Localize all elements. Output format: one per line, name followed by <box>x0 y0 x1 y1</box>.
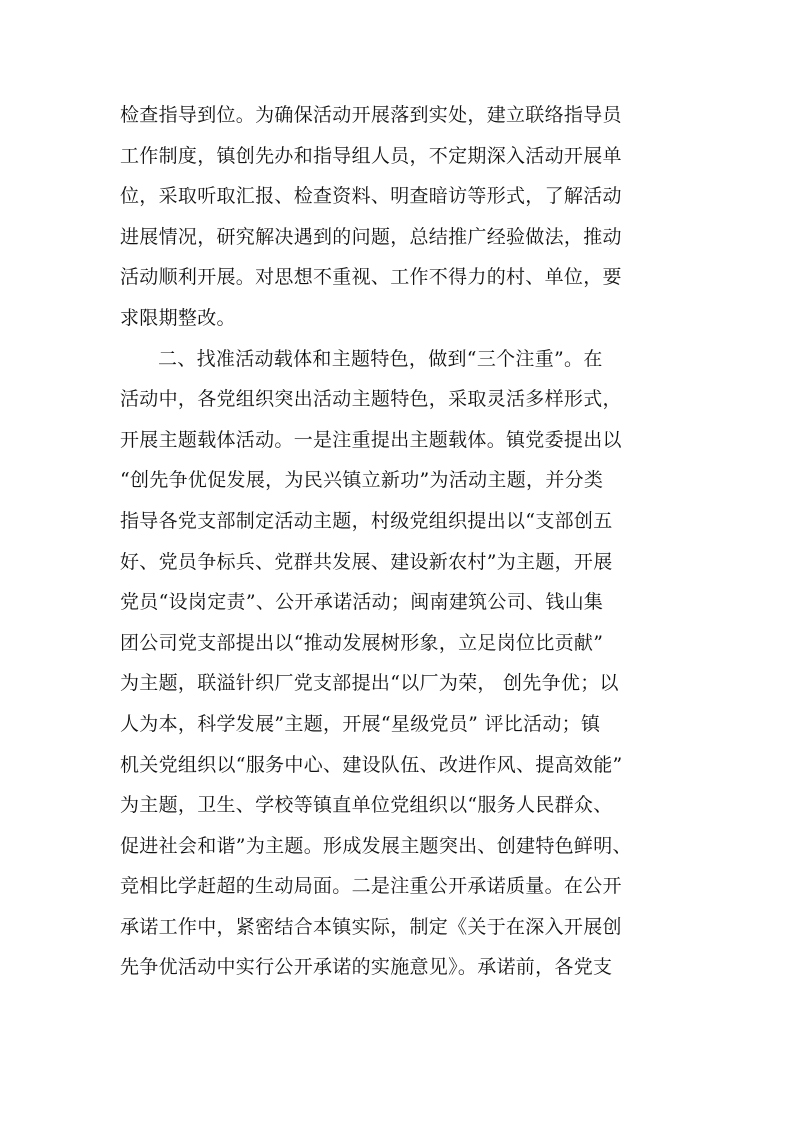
text-line: 指导各党支部制定活动主题，村级党组织提出以“支部创五 <box>120 509 613 532</box>
text-line: 活动中，各党组织突出活动主题特色，采取灵活多样形式， <box>120 388 622 411</box>
body-text <box>120 95 680 988</box>
text-line: 承诺工作中，紧密结合本镇实际，制定《关于在深入开展创 <box>120 915 622 938</box>
text-line: 人为本，科学发展”主题，开展“星级党员” 评比活动；镇 <box>120 712 601 735</box>
text-line: 好、党员争标兵、党群共发展、建设新农村”为主题，开展 <box>120 550 613 573</box>
text-line: 工作制度，镇创先办和指导组人员，不定期深入活动开展单 <box>120 144 622 167</box>
text-line: 促进社会和谐”为主题。形成发展主题突出、创建特色鲜明、 <box>120 834 632 857</box>
text-line: 竞相比学赶超的生动局面。二是注重公开承诺质量。在公开 <box>120 875 622 898</box>
text-line: 为主题，卫生、学校等镇直单位党组织以“服务人民群众、 <box>120 794 613 817</box>
text-line: 活动顺利开展。对思想不重视、工作不得力的村、单位，要 <box>120 266 622 289</box>
text-line: “创先争优促发展，为民兴镇立新功”为活动主题，并分类 <box>120 469 604 492</box>
text-line: 检查指导到位。为确保活动开展落到实处，建立联络指导员 <box>120 104 622 126</box>
text-line: 先争优活动中实行公开承诺的实施意见》。承诺前，各党支 <box>120 956 613 979</box>
text-line: 求限期整改。 <box>120 306 236 329</box>
text-line: 进展情况，研究解决遇到的问题，总结推广经验做法，推动 <box>120 225 622 248</box>
text-line: 为主题，联溢针织厂党支部提出“以厂为荣， 创先争优；以 <box>120 672 619 695</box>
text-line: 团公司党支部提出以“推动发展树形象，立足岗位比贡献” <box>120 631 604 654</box>
text-line: 开展主题载体活动。一是注重提出主题载体。镇党委提出以 <box>120 428 622 451</box>
text-line: 党员“设岗定责”、公开承诺活动；闽南建筑公司、钱山集 <box>120 591 604 614</box>
text-line: 位，采取听取汇报、检查资料、明查暗访等形式，了解活动 <box>120 185 622 208</box>
text-line: 机关党组织以“服务中心、建设队伍、改进作风、提高效能” <box>120 753 623 776</box>
section-heading-line: 二、找准活动载体和主题特色，做到“三个注重”。在 <box>158 347 603 370</box>
